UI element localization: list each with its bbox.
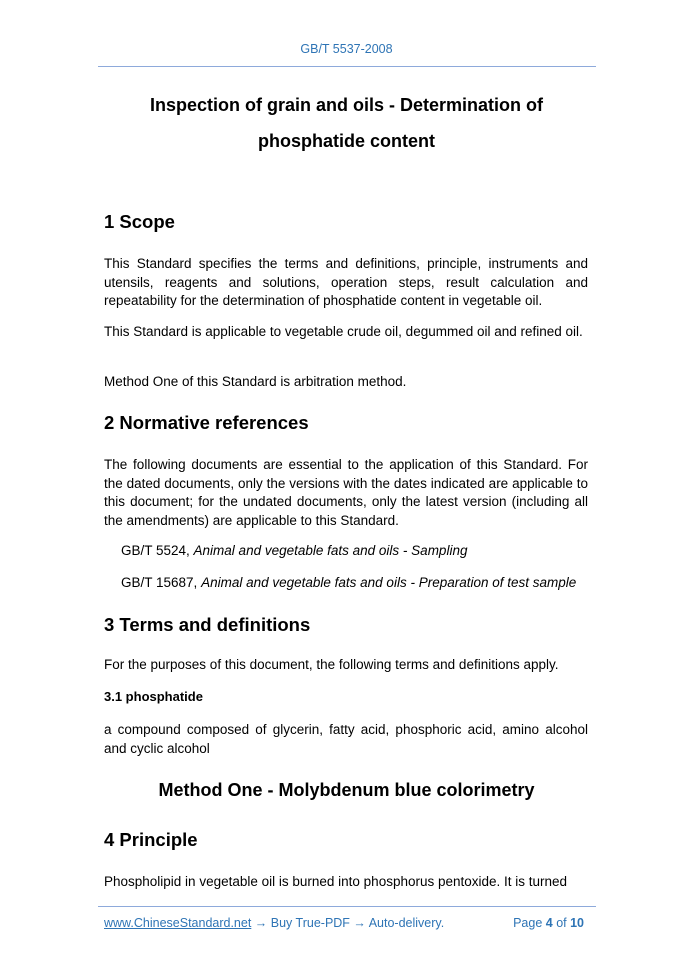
document-title bbox=[100, 87, 593, 159]
scope-paragraph-1: This Standard specifies the terms and definitions, principle, instruments and utensils, reagents and solutions, operation steps, result calculation and repeatability for the determination of phosphatide content in vegetable oil. bbox=[104, 256, 588, 308]
section-heading-normative-references: 2 Normative references bbox=[104, 412, 309, 433]
normative-reference-2 bbox=[121, 574, 576, 593]
normative-paragraph: The following documents are essential to the application of this Standard. For the dated documents, only the versions with the dates indicated are applicable to this document; for the undated documents, only the latest version (including all the amendments) are applicable to this Standard. bbox=[104, 457, 588, 528]
reference-title: Animal and vegetable fats and oils - Sampling bbox=[193, 543, 468, 558]
document-title-line2: phosphatide content bbox=[258, 131, 435, 151]
page-number bbox=[513, 916, 584, 930]
normative-reference-1 bbox=[121, 542, 467, 561]
reference-code: GB/T 15687, bbox=[121, 575, 202, 590]
page-of-label: of bbox=[552, 916, 571, 930]
header-standard-code: GB/T 5537-2008 bbox=[300, 42, 393, 56]
page-total: 10 bbox=[570, 916, 584, 930]
header-divider bbox=[98, 66, 596, 67]
document-title-line1: Inspection of grain and oils - Determination of bbox=[149, 95, 544, 115]
footer-website-link[interactable]: www.ChineseStandard.net bbox=[104, 916, 252, 930]
section-heading-principle: 4 Principle bbox=[104, 829, 198, 850]
footer-divider bbox=[98, 906, 596, 907]
method-one-title: Method One - Molybdenum blue colorimetry bbox=[158, 780, 535, 800]
term-definition-phosphatide: a compound composed of glycerin, fatty acid, phosphoric acid, amino alcohol and cyclic alcohol bbox=[104, 722, 588, 756]
page-current: 4 bbox=[545, 916, 553, 930]
page-label: Page bbox=[513, 916, 546, 930]
section-heading-scope: 1 Scope bbox=[104, 211, 175, 232]
terms-paragraph: For the purposes of this document, the following terms and definitions apply. bbox=[104, 657, 559, 672]
section-heading-terms-definitions: 3 Terms and definitions bbox=[104, 614, 311, 635]
term-heading-phosphatide: 3.1 phosphatide bbox=[104, 689, 203, 704]
page-footer bbox=[104, 916, 584, 930]
reference-code: GB/T 5524, bbox=[121, 543, 194, 558]
footer-promo-text: → Buy True-PDF → Auto-delivery. bbox=[251, 916, 445, 930]
scope-paragraph-3: Method One of this Standard is arbitration method. bbox=[104, 374, 407, 389]
reference-title: Animal and vegetable fats and oils - Preparation of test sample bbox=[201, 575, 577, 590]
scope-paragraph-2: This Standard is applicable to vegetable crude oil, degummed oil and refined oil. bbox=[104, 324, 583, 339]
principle-paragraph: Phospholipid in vegetable oil is burned into phosphorus pentoxide. It is turned bbox=[104, 874, 568, 889]
